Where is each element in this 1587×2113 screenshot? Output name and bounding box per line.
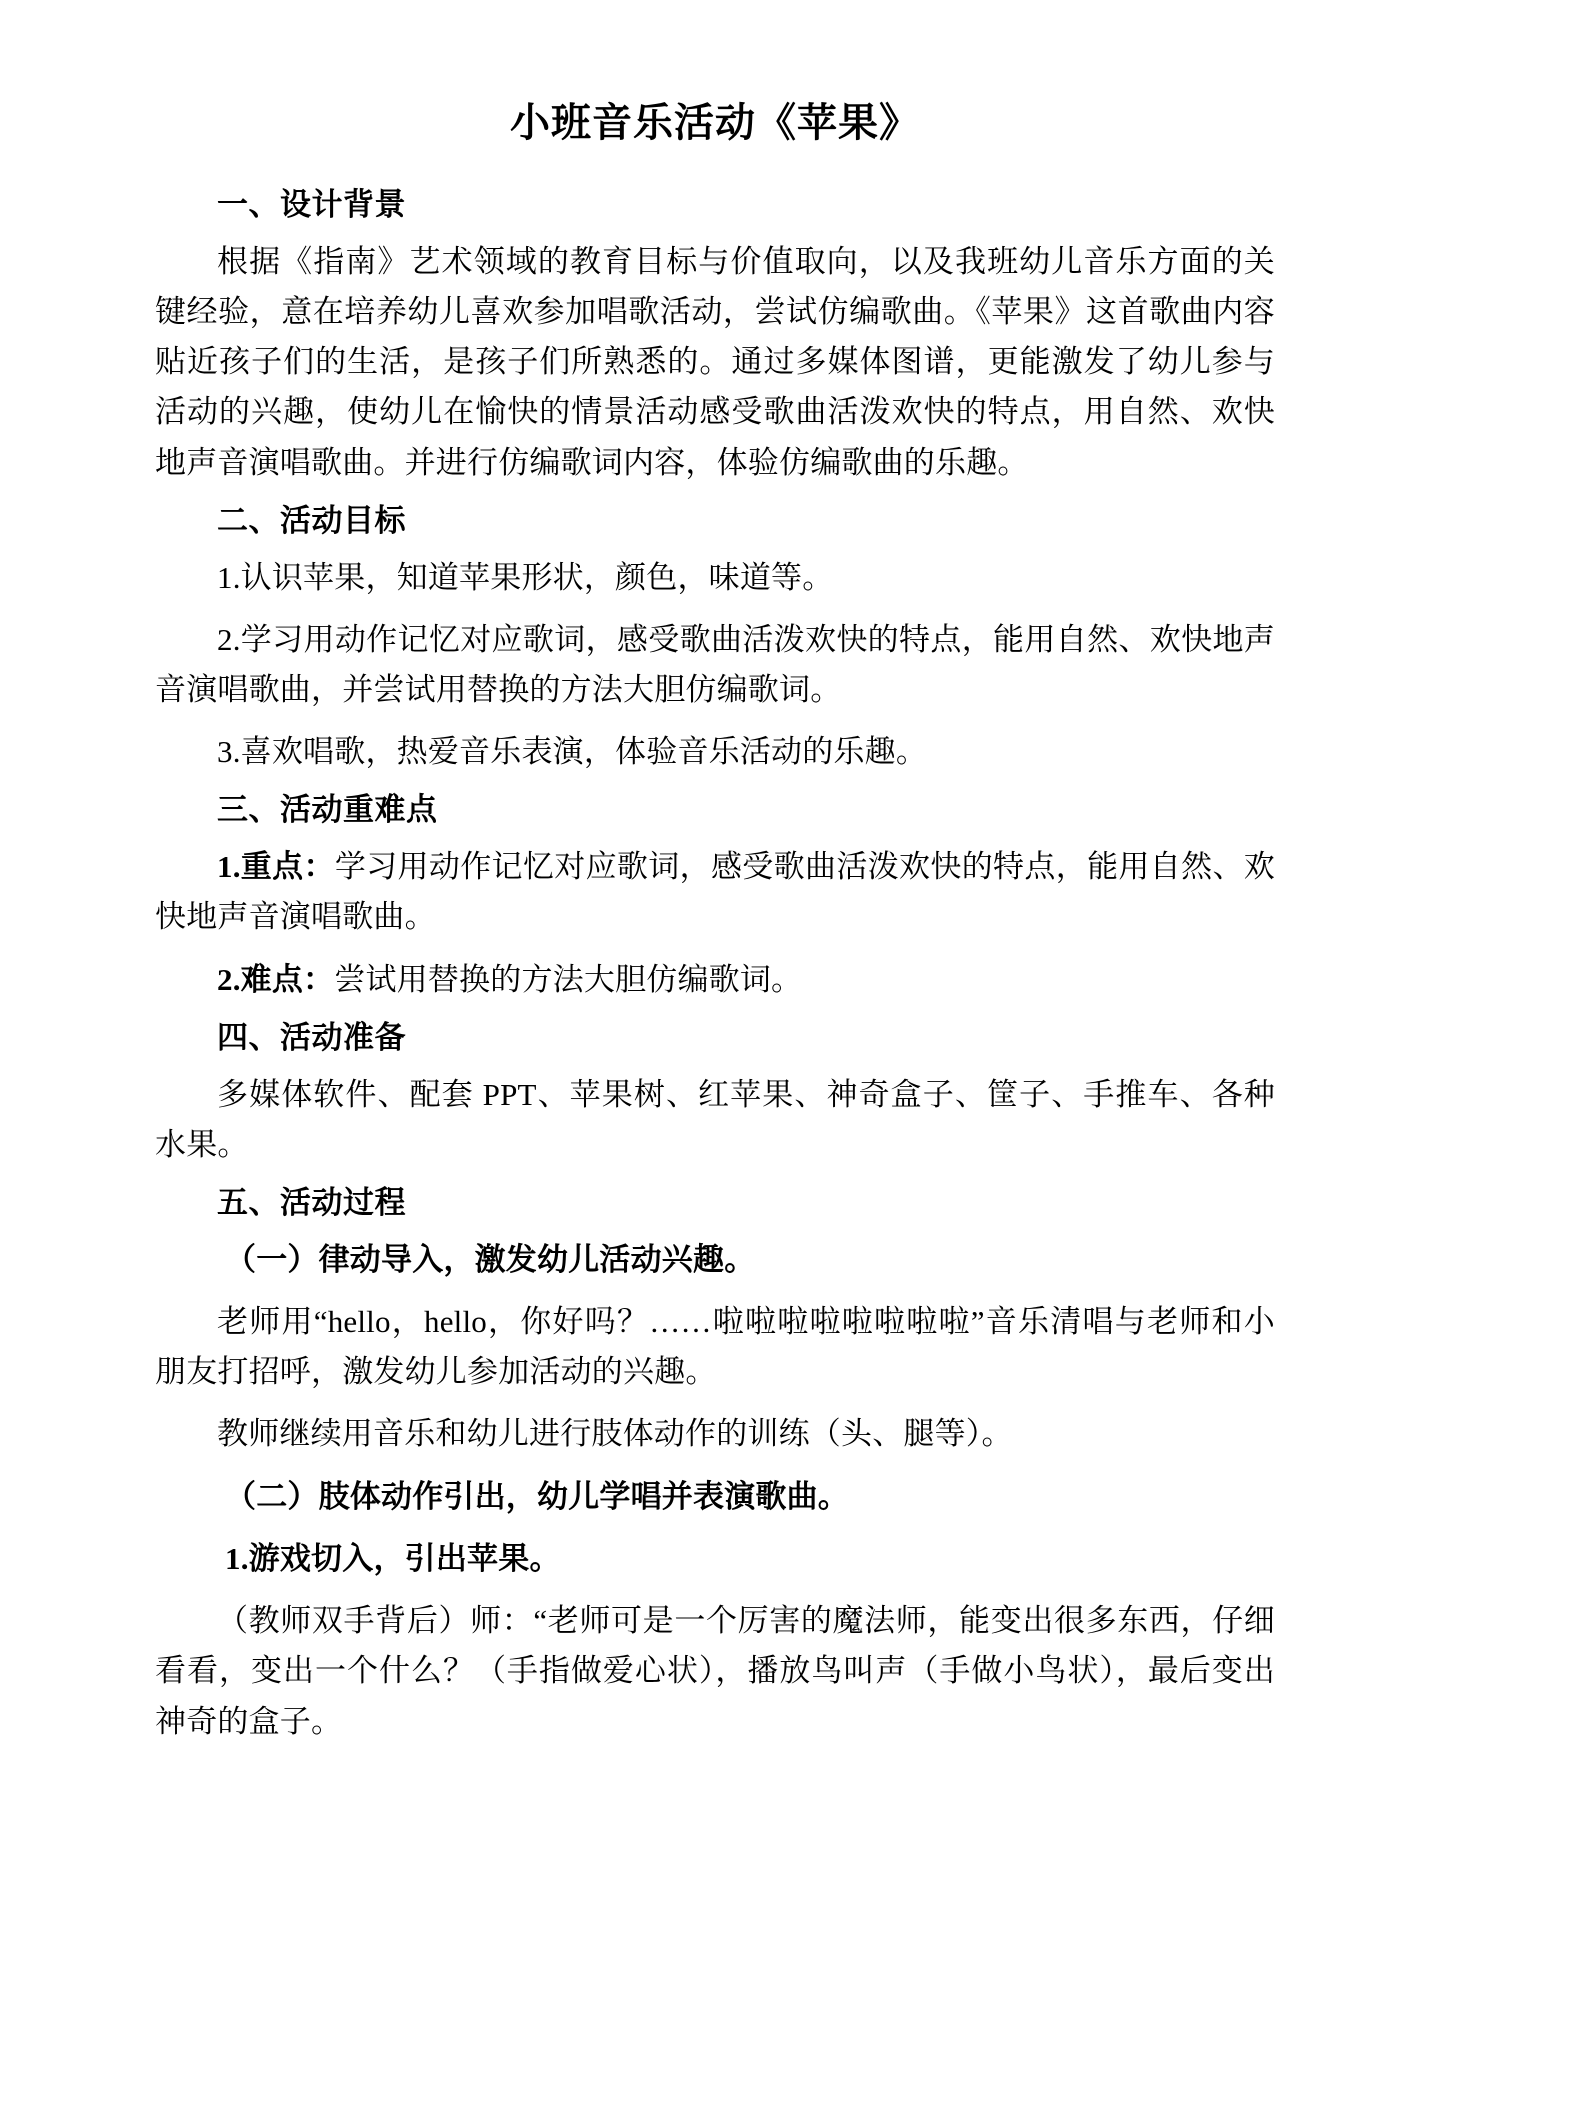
key-point-item-2-label: 2.难点： bbox=[217, 961, 335, 997]
document-body bbox=[155, 96, 1275, 1753]
page-title: 小班音乐活动《苹果》 bbox=[510, 100, 920, 145]
subsection-heading-1: （一）律动导入，激发幼儿活动兴趣。 bbox=[225, 1241, 756, 1277]
goal-item-1: 1.认识苹果，知道苹果形状，颜色，味道等。 bbox=[217, 559, 834, 595]
key-point-item-1 bbox=[155, 836, 1275, 948]
section-heading-2: 二、活动目标 bbox=[217, 502, 406, 538]
paragraph-greeting-song: 老师用“hello，hello，你好吗？……啦啦啦啦啦啦啦啦”音乐清唱与老师和小朋友打招呼，激发幼儿参加活动的兴趣。 bbox=[155, 1304, 1275, 1390]
subsection-heading-2: （二）肢体动作引出，幼儿学唱并表演歌曲。 bbox=[225, 1478, 849, 1514]
section-heading-3: 三、活动重难点 bbox=[217, 792, 438, 828]
paragraph-body-movement-training: 教师继续用音乐和幼儿进行肢体动作的训练（头、腿等）。 bbox=[217, 1416, 1013, 1452]
section-heading-5: 五、活动过程 bbox=[217, 1185, 406, 1221]
subsection-item-1: 1.游戏切入，引出苹果。 bbox=[225, 1540, 561, 1576]
section-heading-4: 四、活动准备 bbox=[217, 1019, 406, 1055]
key-point-item-2-text: 尝试用替换的方法大胆仿编歌词。 bbox=[334, 961, 803, 997]
key-point-item-2 bbox=[155, 949, 1275, 1011]
section-heading-1: 一、设计背景 bbox=[217, 187, 406, 222]
paragraph-design-background: 根据《指南》艺术领域的教育目标与价值取向，以及我班幼儿音乐方面的关键经验，意在培养幼儿喜欢参加唱歌活动，尝试仿编歌曲。《苹果》这首歌曲内容贴近孩子们的生活，是孩子们所熟悉的。通过多媒体图谱，更能激发了幼儿参与活动的兴趣，使幼儿在愉快的情景活动感受歌曲活泼欢快的特点，用自然、欢快地声音演唱歌曲。并进行仿编歌词内容，体验仿编歌曲的乐趣。 bbox=[155, 243, 1275, 480]
goal-item-2: 2.学习用动作记忆对应歌词，感受歌曲活泼欢快的特点，能用自然、欢快地声音演唱歌曲，并尝试用替换的方法大胆仿编歌词。 bbox=[155, 621, 1275, 708]
paragraph-preparation: 多媒体软件、配套 PPT、苹果树、红苹果、神奇盒子、筐子、手推车、各种水果。 bbox=[155, 1076, 1275, 1162]
key-point-item-1-label: 1.重点： bbox=[217, 849, 335, 885]
paragraph-magic-game: （教师双手背后）师：“老师可是一个厉害的魔法师，能变出很多东西，仔细看看，变出一个什么？（手指做爱心状），播放鸟叫声（手做小鸟状），最后变出神奇的盒子。 bbox=[155, 1603, 1275, 1739]
key-point-item-1-text: 学习用动作记忆对应歌词，感受歌曲活泼欢快的特点，能用自然、欢快地声音演唱歌曲。 bbox=[155, 849, 1275, 935]
goal-item-3: 3.喜欢唱歌，热爱音乐表演，体验音乐活动的乐趣。 bbox=[217, 734, 928, 770]
